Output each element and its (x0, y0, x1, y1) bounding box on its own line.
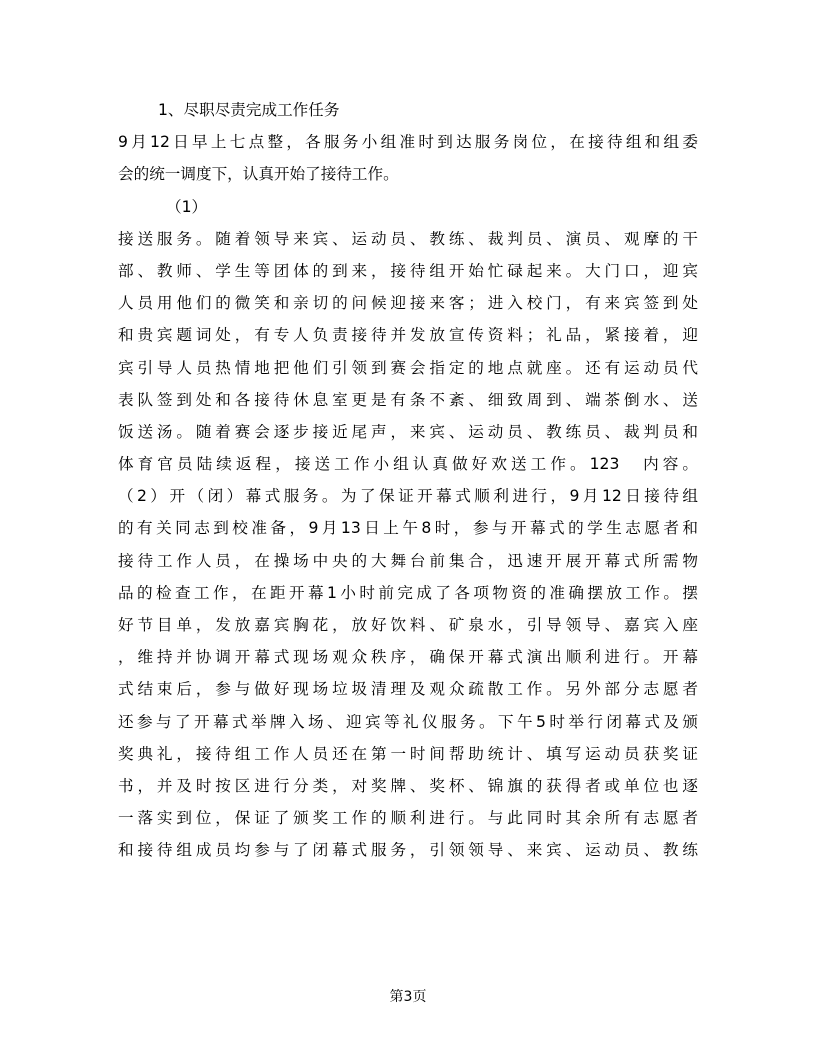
text-line: （2）开（闭）幕式服务。为了保证开幕式顺利进行，9月12日接待组 (118, 487, 698, 506)
section-heading: 1、尽职尽责完成工作任务 (158, 101, 340, 119)
text-line: 和贵宾题词处，有专人负责接待并发放宣传资料；礼品，紧接着，迎 (118, 326, 698, 345)
text-line: 接送服务。随着领导来宾、运动员、教练、裁判员、演员、观摩的干 (118, 229, 698, 248)
text-line: 一落实到位，保证了颁奖工作的顺利进行。与此同时其余所有志愿者 (118, 809, 698, 828)
text-line: 接待工作人员，在操场中央的大舞台前集合，迅速开展开幕式所需物 (118, 551, 698, 570)
text-line: 好节目单，发放嘉宾胸花，放好饮料、矿泉水，引导领导、嘉宾入座 (118, 616, 698, 634)
text-line: 宾引导人员热情地把他们引领到赛会指定的地点就座。还有运动员代 (118, 358, 698, 377)
text-line: 表队签到处和各接待休息室更是有条不紊、细致周到、端茶倒水、送 (118, 390, 698, 409)
text-line: 品的检查工作，在距开幕1小时前完成了各项物资的准确摆放工作。摆 (118, 583, 698, 602)
text-line: 体育官员陆续返程，接送工作小组认真做好欢送工作。123 内容。 (118, 455, 698, 474)
text-line: 部、教师、学生等团体的到来，接待组开始忙碌起来。大门口，迎宾 (118, 261, 698, 280)
text-line: ，维持并协调开幕式现场观众秩序，确保开幕式演出顺利进行。开幕 (118, 648, 698, 667)
item-number: （1） (166, 197, 208, 216)
document-body (118, 94, 698, 867)
text-line: 还参与了开幕式举牌入场、迎宾等礼仪服务。下午5时举行闭幕式及颁 (118, 712, 698, 731)
text-line: 的有关同志到校准备，9月13日上午8时，参与开幕式的学生志愿者和 (118, 519, 698, 538)
text-line: 式结束后，参与做好现场垃圾清理及观众疏散工作。另外部分志愿者 (118, 680, 698, 699)
text-line: 奖典礼，接待组工作人员还在第一时间帮助统计、填写运动员获奖证 (118, 744, 698, 763)
page-number: 第3页 (389, 989, 427, 1005)
text-line: 书，并及时按区进行分类，对奖牌、奖杯、锦旗的获得者或单位也逐 (118, 776, 698, 795)
text-line: 会的统一调度下，认真开始了接待工作。 (118, 165, 399, 184)
text-line: 饭送汤。随着赛会逐步接近尾声，来宾、运动员、教练员、裁判员和 (118, 422, 698, 441)
text-line: 9月12日早上七点整，各服务小组准时到达服务岗位，在接待组和组委 (118, 133, 698, 152)
text-line: 和接待组成员均参与了闭幕式服务，引领领导、来宾、运动员、教练 (118, 841, 698, 860)
text-line: 人员用他们的微笑和亲切的问候迎接来客；进入校门，有来宾签到处 (118, 294, 698, 313)
